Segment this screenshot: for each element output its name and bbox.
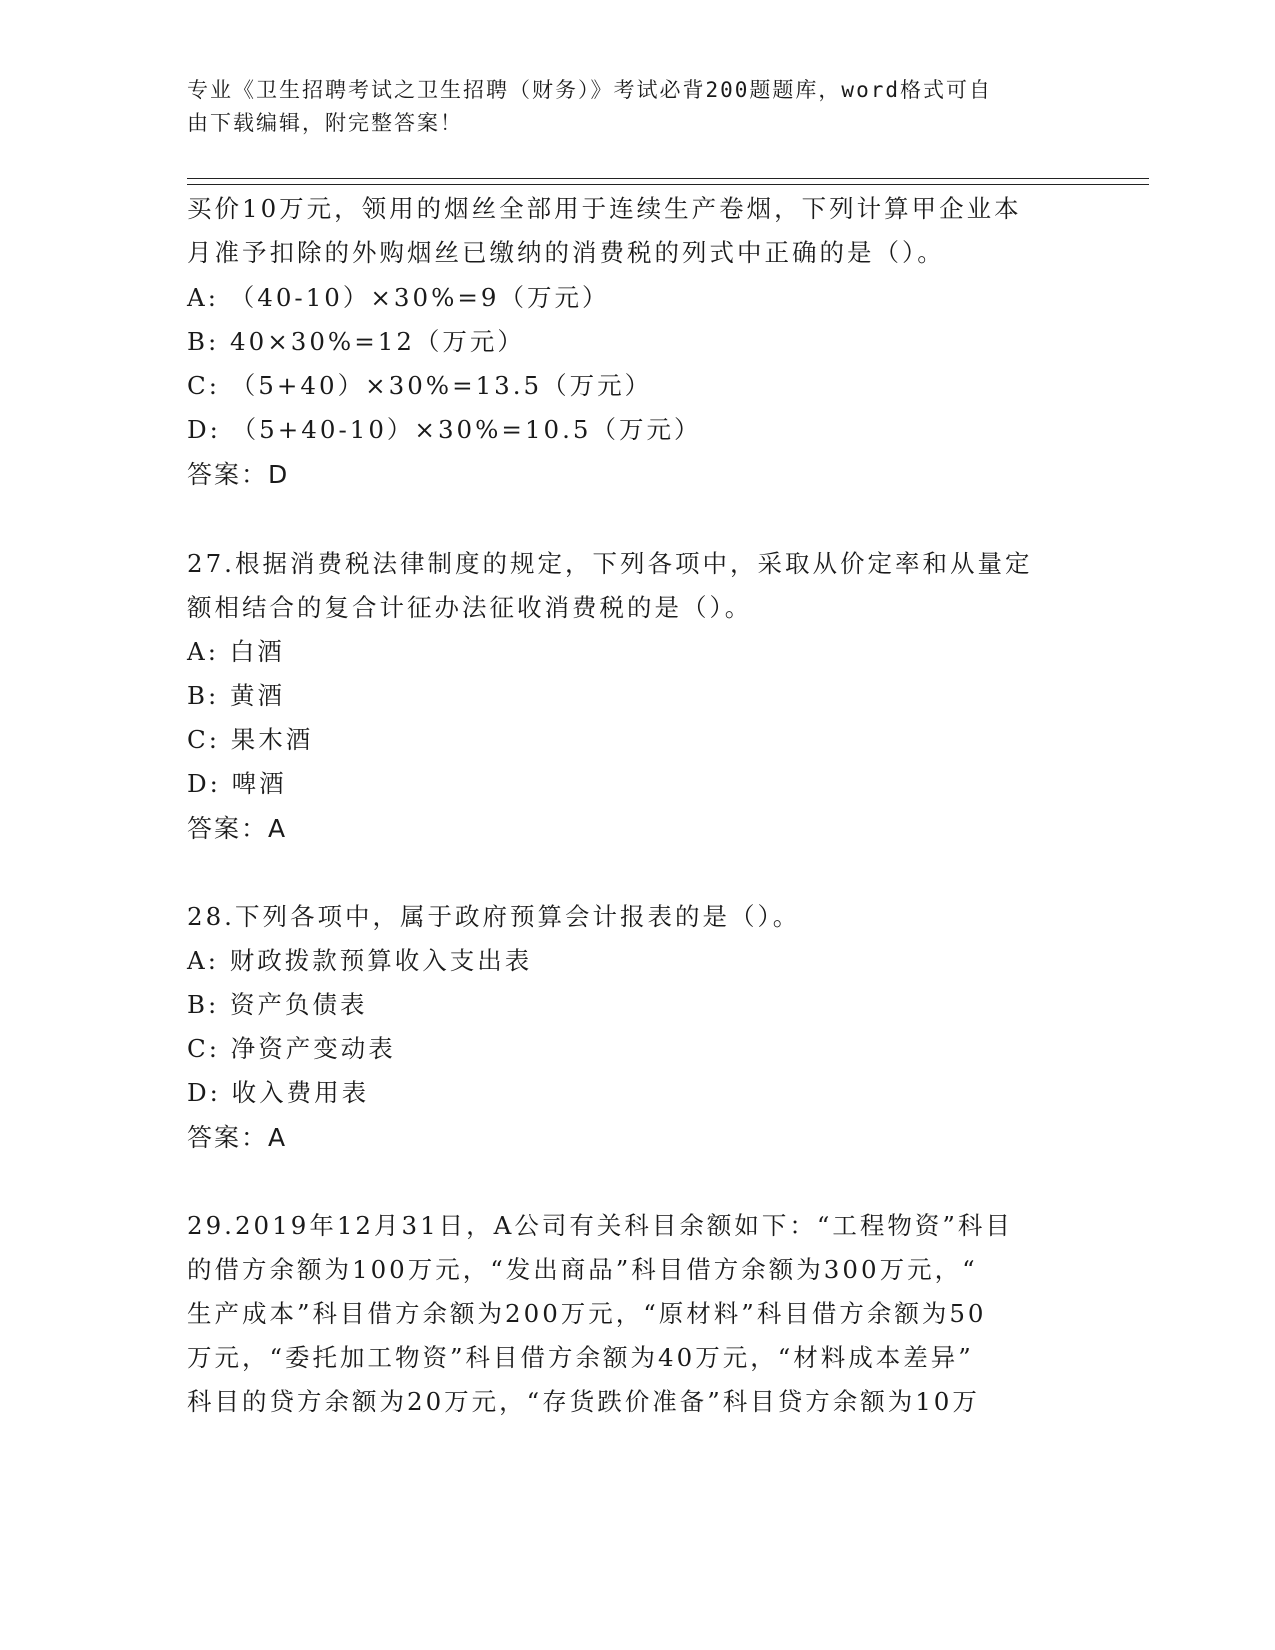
q27-text-line-2: 额相结合的复合计征办法征收消费税的是（）。	[187, 593, 753, 622]
q28-option-a: A: 财政拨款预算收入支出表	[187, 946, 533, 975]
q29-text-line-1: 29.2019年12月31日，A公司有关科目余额如下：“工程物资”科目	[187, 1211, 1013, 1240]
q28-option-d: D: 收入费用表	[187, 1078, 370, 1107]
header-divider-top	[187, 178, 1149, 179]
q28-option-b: B: 资产负债表	[187, 990, 368, 1019]
q27-answer: 答案：A	[187, 814, 288, 843]
q26-option-b: B: 40×30%=12（万元）	[187, 327, 525, 356]
header-line-1: 专业《卫生招聘考试之卫生招聘（财务）》考试必背200题题库，word格式可自	[187, 78, 992, 102]
q26-option-d: D: （5+40-10）×30%=10.5（万元）	[187, 415, 702, 444]
q27-text-line-1: 27.根据消费税法律制度的规定，下列各项中，采取从价定率和从量定	[187, 549, 1033, 578]
q26-option-a: A: （40-10）×30%=9（万元）	[187, 283, 610, 312]
header-divider-bottom	[187, 184, 1149, 185]
q29-text-line-5: 科目的贷方余额为20万元，“存货跌价准备”科目贷方余额为10万	[187, 1387, 980, 1416]
q26-text-line-1: 买价10万元，领用的烟丝全部用于连续生产卷烟，下列计算甲企业本	[187, 194, 1022, 223]
q29-text-line-3: 生产成本”科目借方余额为200万元，“原材料”科目借方余额为50	[187, 1299, 987, 1328]
q27-option-c: C: 果木酒	[187, 725, 314, 754]
q26-answer: 答案：D	[187, 460, 290, 489]
q28-text-line-1: 28.下列各项中，属于政府预算会计报表的是（）。	[187, 902, 801, 931]
q28-option-c: C: 净资产变动表	[187, 1034, 396, 1063]
document-header	[187, 74, 1067, 140]
header-line-2: 由下载编辑，附完整答案！	[187, 111, 463, 135]
q26-text-line-2: 月准予扣除的外购烟丝已缴纳的消费税的列式中正确的是（）。	[187, 238, 945, 267]
q27-option-a: A: 白酒	[187, 637, 285, 666]
q29-text-line-4: 万元，“委托加工物资”科目借方余额为40万元，“材料成本差异”	[187, 1343, 974, 1372]
q27-option-d: D: 啤酒	[187, 769, 287, 798]
q29-text-line-2: 的借方余额为100万元，“发出商品”科目借方余额为300万元，“	[187, 1255, 978, 1284]
q26-option-c: C: （5+40）×30%=13.5（万元）	[187, 371, 653, 400]
q28-answer: 答案：A	[187, 1123, 288, 1152]
q27-option-b: B: 黄酒	[187, 681, 286, 710]
